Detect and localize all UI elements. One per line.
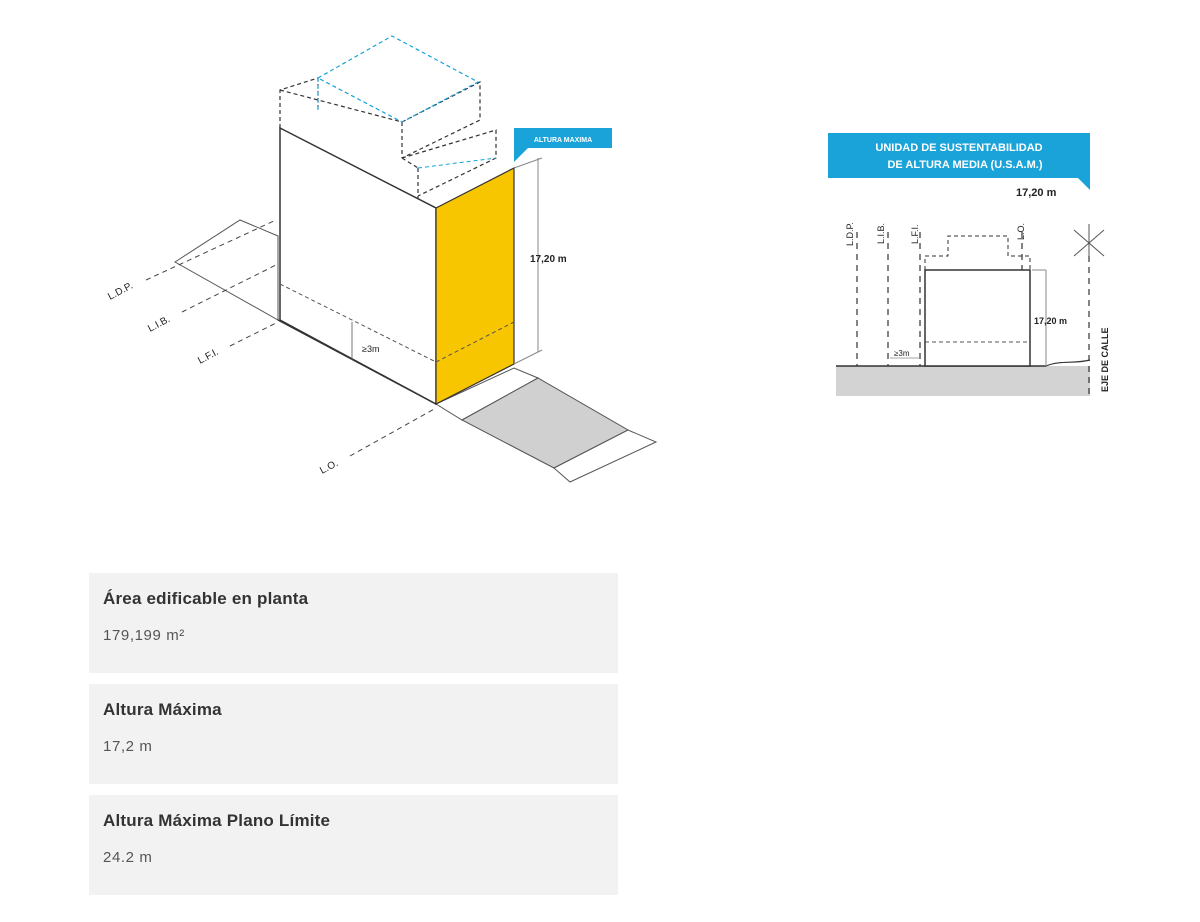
card-label: Altura Máxima (103, 700, 222, 719)
iso-setback-label: ≥3m (362, 344, 380, 354)
card-value: 17,2 m (103, 738, 153, 755)
sec-label-lfi: L.F.I. (910, 224, 920, 244)
altura-maxima-label: ALTURA MAXIMA (533, 137, 593, 144)
section-setback-label: ≥3m (894, 349, 910, 358)
card-label: Área edificable en planta (103, 589, 309, 608)
card-value: 179,199 m² (103, 627, 185, 644)
info-cards (89, 573, 618, 906)
section-view (828, 133, 1110, 396)
sec-label-lib: L.I.B. (876, 222, 886, 244)
usam-title-line2: DE ALTURA MEDIA (U.S.A.M.) (887, 159, 1043, 171)
card-altura-plano-limite (89, 795, 618, 895)
sec-label-lo: L.O. (1016, 222, 1026, 240)
isometric-view (106, 36, 656, 482)
iso-label-lib: L.I.B. (146, 313, 173, 335)
facade-yellow (436, 168, 514, 404)
iso-label-ldp: L.D.P. (106, 280, 135, 303)
iso-label-lo: L.O. (318, 458, 341, 477)
card-area-edificable (89, 573, 618, 673)
section-ground (836, 366, 1090, 396)
card-value: 24.2 m (103, 849, 153, 866)
usam-title-line1: UNIDAD DE SUSTENTABILIDAD (875, 142, 1043, 154)
street-axis-icon (1074, 224, 1104, 256)
altura-maxima-tag (514, 128, 612, 162)
card-altura-maxima (89, 684, 618, 784)
card-label: Altura Máxima Plano Límite (103, 811, 331, 830)
usam-title-box (828, 133, 1090, 190)
iso-label-lfi: L.F.I. (196, 346, 221, 367)
lot-outline (175, 220, 278, 320)
building-side (280, 128, 436, 404)
section-height-top: 17,20 m (1016, 187, 1057, 199)
iso-height-dim: 17,20 m (530, 254, 567, 265)
section-building (925, 270, 1030, 366)
sec-label-ldp: L.D.P. (845, 222, 855, 246)
section-height-dim: 17,20 m (1034, 316, 1068, 326)
sec-axis-label: EJE DE CALLE (1100, 327, 1110, 392)
